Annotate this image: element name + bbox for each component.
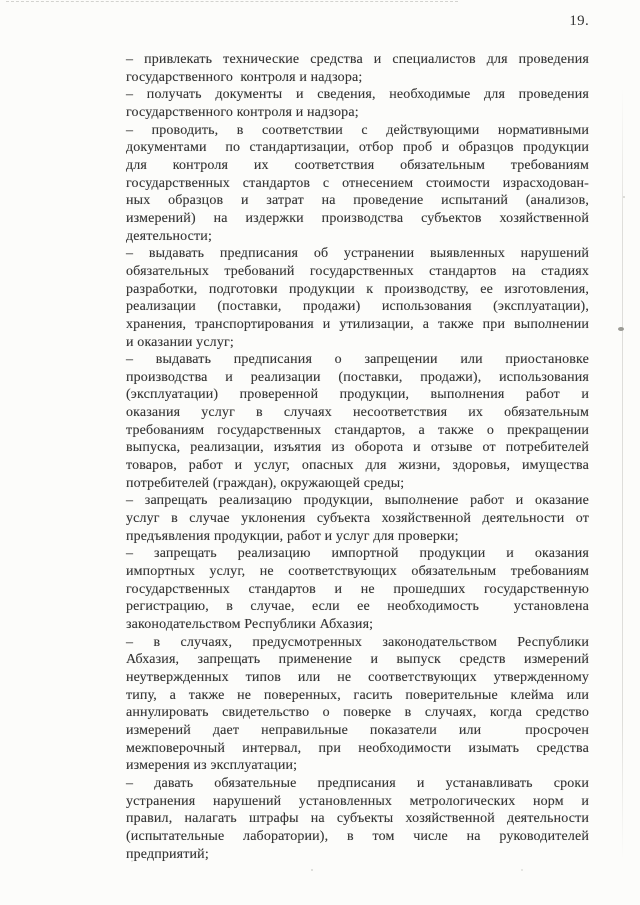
- text-line: требованиям государственных стандартов, а также о прекращении: [126, 422, 589, 438]
- paragraph: [126, 351, 589, 492]
- text-line: (испытательные лаборатории), в том числе на руководителей: [126, 828, 589, 844]
- text-line: измерений дает неправильные показатели или просрочен: [126, 722, 589, 738]
- text-line: государственного контроля и надзора;: [126, 104, 359, 120]
- scan-speck: [311, 869, 313, 871]
- text-line: производства и реализации (поставки, продажи), использования: [126, 369, 589, 385]
- paragraph: [126, 545, 589, 633]
- text-line: – в случаях, предусмотренных законодательством Республики: [126, 634, 589, 650]
- text-line: обязательных требований государственных стандартов на стадиях: [126, 263, 589, 279]
- text-line: Абхазия, запрещать применение и выпуск средств измерений: [126, 652, 589, 668]
- text-line: типу, а также не поверенных, гасить поверительные клейма или: [126, 687, 589, 703]
- text-line: неутвержденных типов или не соответствующих утвержденному: [126, 669, 589, 685]
- paragraph: [126, 634, 589, 775]
- paragraph: [126, 51, 589, 86]
- paragraph: [126, 86, 589, 121]
- paragraph: [126, 122, 589, 246]
- text-line: – выдавать предписания об устранении выявленных нарушений: [126, 246, 589, 262]
- text-line: предъявления продукции, работ и услуг для проверки;: [126, 528, 459, 544]
- scan-speck: [623, 196, 625, 198]
- text-line: оказания услуг в случаях несоответствия их обязательным: [126, 405, 589, 421]
- text-line: предприятий;: [126, 846, 209, 862]
- page-number: 19.: [569, 13, 589, 29]
- scan-top-edge-artifact: [6, 1, 458, 2]
- text-line: – получать документы и сведения, необходимые для проведения: [126, 87, 589, 103]
- text-line: измерения из эксплуатации;: [126, 758, 298, 774]
- scan-speck: [521, 869, 523, 871]
- text-line: государственных стандартов с отнесением стоимости израсходован-: [126, 175, 589, 191]
- text-line: законодательством Республики Абхазия;: [126, 617, 374, 632]
- text-line: межповерочный интервал, при необходимости изымать средства: [126, 740, 589, 756]
- text-line: потребителей (граждан), окружающей среды;: [126, 475, 405, 491]
- text-line: реализации (поставки, продажи) использования (эксплуатации),: [126, 299, 589, 315]
- scan-speck: [131, 860, 133, 862]
- text-line: – выдавать предписания о запрещении или приостановке: [126, 352, 589, 368]
- text-line: для контроля их соответствия обязательным требованиям: [126, 157, 589, 173]
- text-line: импортных услуг, не соответствующих обязательным требованиям: [126, 564, 589, 580]
- text-line: товаров, работ и услуг, опасных для жизни, здоровья, имущества: [126, 458, 589, 474]
- text-line: разработки, подготовки продукции к производству, ее изготовления,: [126, 281, 589, 297]
- text-line: аннулировать свидетельство о поверке в случаях, когда средство: [126, 705, 589, 721]
- text-line: ных образцов и затрат на проведение испытаний (анализов,: [126, 193, 589, 209]
- paragraph: [126, 492, 589, 545]
- text-line: деятельности;: [126, 228, 212, 244]
- text-line: регистрацию, в случае, если ее необходимость установлена: [126, 599, 589, 615]
- text-line: – давать обязательные предписания и устанавливать сроки: [126, 775, 589, 791]
- text-line: – запрещать реализацию продукции, выполнение работ и оказание: [126, 493, 589, 509]
- text-line: – запрещать реализацию импортной продукции и оказания: [126, 546, 589, 562]
- paragraph: [126, 245, 589, 351]
- text-line: документами по стандартизации, отбор проб и образцов продукции: [126, 140, 589, 156]
- document-body: [126, 51, 589, 863]
- text-line: устранения нарушений установленных метрологических норм и: [126, 793, 589, 809]
- text-line: и оказании услуг;: [126, 334, 234, 350]
- text-line: (эксплуатации) проверенной продукции, выполнения работ и: [126, 387, 589, 403]
- text-line: правил, налагать штрафы на субъекты хозяйственной деятельности: [126, 811, 589, 827]
- text-line: государственных стандартов и не прошедших государственную: [126, 581, 589, 597]
- text-line: выпуска, реализации, изъятия из оборота и отзыве от потребителей: [126, 440, 589, 456]
- text-line: хранения, транспортирования и утилизации, а также при выполнении: [126, 316, 589, 332]
- text-line: – привлекать технические средства и специалистов для проведения: [126, 52, 589, 67]
- text-line: государственного контроля и надзора;: [126, 69, 363, 85]
- scan-right-edge-artifact: [622, 88, 623, 860]
- text-line: услуг в случае уклонения субъекта хозяйственной деятельности от: [126, 511, 589, 527]
- scan-speck: [618, 327, 624, 331]
- text-line: – проводить, в соответствии с действующими нормативными: [126, 122, 589, 138]
- paragraph: [126, 775, 589, 863]
- text-line: измерений) на издержки производства субъектов хозяйственной: [126, 210, 589, 226]
